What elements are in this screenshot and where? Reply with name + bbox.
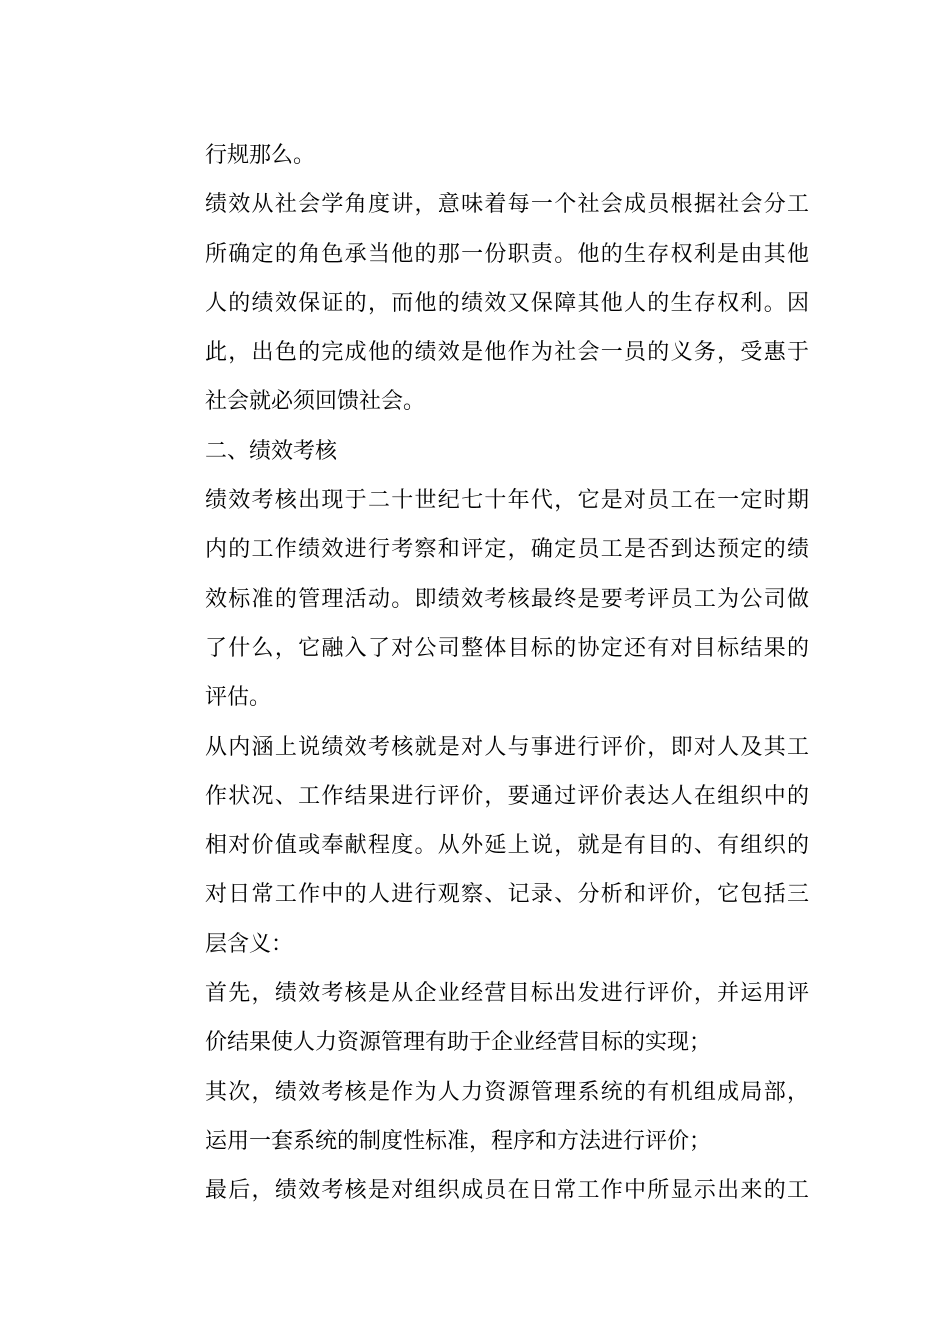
text-line: 人的绩效保证的，而他的绩效又保障其他人的生存权利。因: [205, 290, 809, 316]
text-line: 此，出色的完成他的绩效是他作为社会一员的义务，受惠于: [205, 340, 809, 366]
text-line: 运用一套系统的制度性标准，程序和方法进行评价；: [205, 1128, 712, 1154]
text-line: 行规那么。: [205, 143, 316, 168]
text-line: 首先，绩效考核是从企业经营目标出发进行评价，并运用评: [205, 981, 809, 1007]
text-line: 绩效考核出现于二十世纪七十年代，它是对员工在一定时期: [205, 488, 809, 514]
text-line: 绩效从社会学角度讲，意味着每一个社会成员根据社会分工: [205, 192, 809, 218]
text-line: 效标准的管理活动。即绩效考核最终是要考评员工为公司做: [205, 586, 809, 612]
text-line: 评估。: [205, 685, 272, 711]
text-line: 从内涵上说绩效考核就是对人与事进行评价，即对人及其工: [205, 734, 809, 760]
text-line: 了什么，它融入了对公司整体目标的协定还有对目标结果的: [205, 635, 809, 661]
section-heading: 二、绩效考核: [205, 438, 338, 464]
text-line: 层含义：: [205, 931, 294, 957]
text-line: 内的工作绩效进行考察和评定，确定员工是否到达预定的绩: [205, 537, 809, 563]
text-line: 其次，绩效考核是作为人力资源管理系统的有机组成局部，: [205, 1079, 809, 1105]
text-line: 所确定的角色承当他的那一份职责。他的生存权利是由其他: [205, 241, 809, 267]
body-text: [205, 131, 809, 1216]
text-line: 价结果使人力资源管理有助于企业经营目标的实现；: [205, 1030, 712, 1056]
text-line: 最后，绩效考核是对组织成员在日常工作中所显示出来的工: [205, 1178, 809, 1204]
text-line: 社会就必须回馈社会。: [205, 389, 426, 415]
text-line: 相对价值或奉献程度。从外延上说，就是有目的、有组织的: [205, 833, 809, 859]
text-line: 对日常工作中的人进行观察、记录、分析和评价，它包括三: [205, 882, 809, 908]
text-line: 作状况、工作结果进行评价，要通过评价表达人在组织中的: [205, 783, 809, 809]
